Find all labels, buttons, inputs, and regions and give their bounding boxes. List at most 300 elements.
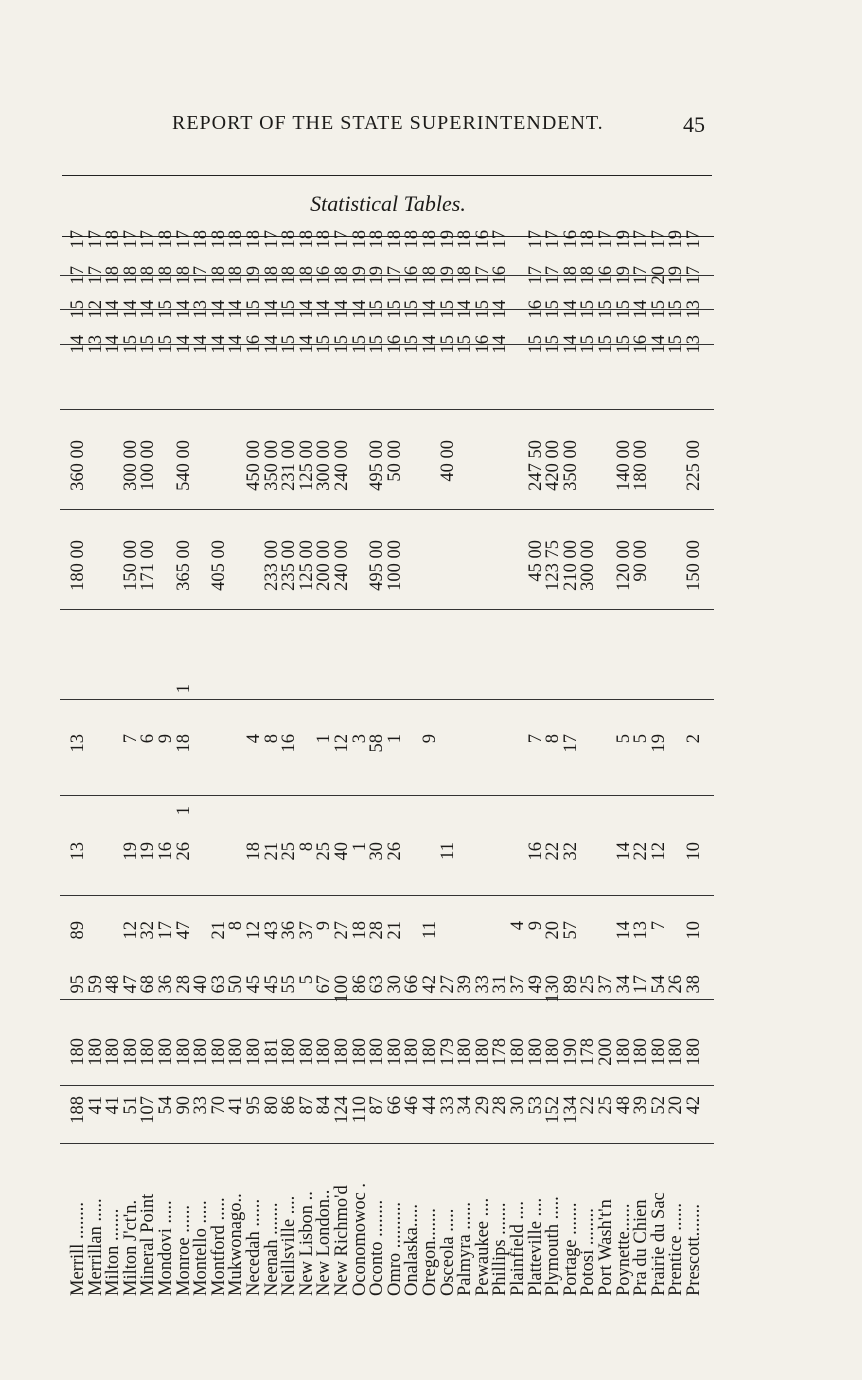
table-cell: 247 50 <box>525 440 546 491</box>
table-cell: 100 00 <box>138 440 159 491</box>
table-cell: 33 <box>472 975 493 994</box>
table-cell <box>299 806 317 832</box>
table-cell <box>246 684 264 710</box>
table-row <box>68 230 88 1300</box>
table-cell: 1 <box>314 734 335 744</box>
district-name: Plainfield .... <box>508 1200 528 1296</box>
table-cell <box>545 806 563 832</box>
table-cell: 36 <box>156 975 176 994</box>
table-cell: 107 <box>138 1096 159 1124</box>
table-cell: 18 <box>578 230 599 249</box>
table-cell <box>211 440 229 520</box>
table-cell: 16 <box>560 230 581 249</box>
table-cell <box>211 734 229 768</box>
table-row <box>631 230 652 1300</box>
table-cell: 1 <box>349 842 370 852</box>
table-subtitle: Statistical Tables. <box>310 191 466 216</box>
table-cell: 18 <box>296 266 317 285</box>
table-cell: 38 <box>684 975 704 994</box>
table-cell: 180 <box>85 1038 106 1066</box>
table-cell <box>598 806 616 832</box>
table-cell <box>510 734 528 768</box>
table-cell <box>492 806 510 832</box>
table-cell: 18 <box>191 230 212 249</box>
district-name: Prentice ...... <box>666 1203 687 1296</box>
table-cell <box>228 806 246 832</box>
table-cell <box>457 440 475 520</box>
district-name: Necedah ...... <box>244 1198 264 1296</box>
table-cell: 17 <box>332 230 352 249</box>
table-cell: 66 <box>384 1096 405 1115</box>
table-cell: 51 <box>120 1096 141 1115</box>
table-cell <box>598 540 616 620</box>
table-cell: 16 <box>402 266 423 285</box>
table-cell <box>369 806 387 832</box>
table-cell <box>598 734 616 768</box>
table-cell: 14 <box>261 335 282 354</box>
table-cell: 178 <box>490 1038 511 1066</box>
table-row <box>384 230 405 1300</box>
table-cell <box>686 684 704 710</box>
table-cell <box>387 806 405 832</box>
table-cell: 9 <box>314 921 335 931</box>
table-cell <box>281 384 299 420</box>
table-cell <box>404 540 422 620</box>
table-cell: 10 <box>684 921 704 940</box>
table-cell: 181 <box>261 1038 282 1066</box>
table-cell: 360 00 <box>68 440 88 491</box>
table-cell: 140 00 <box>613 440 634 491</box>
table-cell: 11 <box>420 921 440 939</box>
table-cell: 95 <box>244 1096 264 1115</box>
table-cell: 8 <box>543 734 564 744</box>
district-name: Monroe ...... <box>173 1205 194 1296</box>
table-cell <box>193 842 211 888</box>
table-cell <box>686 384 704 420</box>
table-cell <box>510 266 528 296</box>
table-cell: 15 <box>666 335 687 354</box>
table-cell <box>264 806 282 832</box>
table-cell: 15 <box>525 335 546 354</box>
table-cell: 15 <box>367 300 388 319</box>
table-cell: 67 <box>314 975 335 994</box>
table-cell: 5 <box>296 975 317 985</box>
table-cell: 4 <box>244 734 264 744</box>
table-cell <box>281 684 299 710</box>
table-cell <box>651 384 669 420</box>
table-cell: 16 <box>525 300 546 319</box>
table-cell <box>228 684 246 710</box>
table-cell: 66 <box>402 975 423 994</box>
table-cell <box>457 384 475 420</box>
table-cell: 17 <box>120 230 141 249</box>
table-cell: 420 00 <box>543 440 564 491</box>
table-row <box>138 230 159 1300</box>
table-cell <box>211 684 229 710</box>
table-cell: 15 <box>279 335 300 354</box>
table-row <box>332 230 352 1300</box>
table-cell <box>633 684 651 710</box>
table-cell <box>334 684 352 710</box>
district-name: Pewaukee .... <box>472 1197 493 1296</box>
district-name: Neenah ....... <box>261 1202 282 1296</box>
table-row <box>684 230 704 1300</box>
table-cell: 134 <box>560 1096 581 1124</box>
table-cell: 14 <box>648 335 669 354</box>
table-cell: 18 <box>455 230 476 249</box>
table-cell <box>352 806 370 832</box>
table-cell: 18 <box>455 266 476 285</box>
table-cell: 27 <box>437 975 458 994</box>
table-row <box>596 230 616 1300</box>
table-cell: 26 <box>666 975 687 994</box>
table-cell: 30 <box>384 975 405 994</box>
table-cell: 16 <box>472 230 493 249</box>
table-cell <box>457 734 475 768</box>
table-cell <box>404 842 422 888</box>
table-cell <box>457 684 475 710</box>
table-cell <box>88 921 106 957</box>
table-cell: 14 <box>261 300 282 319</box>
table-cell: 37 <box>296 921 317 940</box>
table-cell <box>193 806 211 832</box>
table-cell: 22 <box>631 842 652 861</box>
table-cell: 17 <box>85 230 106 249</box>
table-cell: 180 <box>226 1038 247 1066</box>
table-cell <box>475 842 493 888</box>
table-cell: 180 <box>208 1038 229 1066</box>
table-cell: 200 00 <box>314 540 335 591</box>
table-cell: 18 <box>208 266 229 285</box>
table-row <box>420 230 440 1300</box>
table-cell: 13 <box>68 842 88 861</box>
table-cell: 18 <box>420 266 440 285</box>
table-cell: 18 <box>578 266 599 285</box>
table-cell: 18 <box>296 230 317 249</box>
table-cell: 120 00 <box>613 540 634 591</box>
table-cell: 7 <box>120 734 141 744</box>
table-cell: 17 <box>560 734 581 753</box>
table-cell: 12 <box>120 921 141 940</box>
table-cell: 15 <box>543 335 564 354</box>
table-cell: 405 00 <box>208 540 229 591</box>
district-name: New Lisbon .. <box>296 1191 317 1296</box>
table-cell <box>316 384 334 420</box>
table-cell: 15 <box>437 335 458 354</box>
table-cell <box>334 384 352 420</box>
table-cell: 179 <box>437 1038 458 1066</box>
table-cell <box>668 684 686 710</box>
table-cell <box>440 734 458 768</box>
table-cell: 180 <box>666 1038 687 1066</box>
table-cell <box>70 384 88 420</box>
table-cell: 19 <box>613 266 634 285</box>
table-cell <box>158 684 176 710</box>
district-name: Mineral Point <box>138 1193 159 1296</box>
table-cell <box>580 440 598 520</box>
table-cell <box>158 384 176 420</box>
table-cell <box>387 684 405 710</box>
table-cell: 18 <box>156 230 176 249</box>
table-cell: 40 <box>191 975 212 994</box>
table-cell <box>598 842 616 888</box>
table-cell: 41 <box>226 1096 247 1115</box>
district-name: Platteville .... <box>525 1197 546 1296</box>
table-cell: 45 00 <box>525 540 546 582</box>
table-cell <box>422 440 440 520</box>
table-cell <box>193 684 211 710</box>
table-cell: 48 <box>613 1096 634 1115</box>
table-cell <box>140 806 158 832</box>
district-name: New Richmo'd <box>332 1185 352 1296</box>
table-cell: 25 <box>596 1096 616 1115</box>
table-cell: 37 <box>596 975 616 994</box>
table-cell <box>492 540 510 620</box>
table-cell <box>580 842 598 888</box>
table-cell: 18 <box>349 230 370 249</box>
table-cell: 17 <box>384 266 405 285</box>
table-cell: 41 <box>103 1096 124 1115</box>
table-cell <box>528 806 546 832</box>
table-cell: 1 <box>384 734 405 744</box>
table-row <box>666 230 687 1300</box>
table-cell: 180 <box>402 1038 423 1066</box>
table-row <box>490 230 511 1300</box>
table-cell: 90 <box>173 1096 194 1115</box>
table-cell <box>404 440 422 520</box>
table-cell: 300 00 <box>314 440 335 491</box>
table-cell <box>475 806 493 832</box>
table-cell <box>88 684 106 710</box>
table-cell: 20 <box>648 266 669 285</box>
table-cell: 180 <box>173 1038 194 1066</box>
table-cell: 7 <box>525 734 546 744</box>
table-cell: 180 <box>120 1038 141 1066</box>
table-cell <box>440 384 458 420</box>
table-cell: 33 <box>191 1096 212 1115</box>
table-cell <box>510 684 528 710</box>
table-cell <box>510 440 528 520</box>
table-cell <box>88 734 106 768</box>
table-cell: 5 <box>613 734 634 744</box>
table-cell <box>88 440 106 520</box>
table-cell: 14 <box>490 335 511 354</box>
district-name: Oregon....... <box>420 1208 440 1296</box>
table-cell <box>475 440 493 520</box>
table-cell: 16 <box>472 335 493 354</box>
table-cell: 180 <box>508 1038 528 1066</box>
table-cell: 125 00 <box>296 540 317 591</box>
table-cell <box>70 684 88 710</box>
table-cell: 300 00 <box>578 540 599 591</box>
table-cell: 190 <box>560 1038 581 1066</box>
table-cell: 14 <box>490 300 511 319</box>
table-cell: 16 <box>156 842 176 861</box>
table-cell: 180 <box>296 1038 317 1066</box>
table-cell <box>492 734 510 768</box>
header-rule <box>62 175 712 176</box>
table-row <box>349 230 370 1300</box>
table-row <box>613 230 634 1300</box>
table-cell: 44 <box>420 1096 440 1115</box>
table-cell: 11 <box>437 842 458 860</box>
table-cell: 31 <box>490 975 511 994</box>
table-cell: 17 <box>543 230 564 249</box>
table-cell: 14 <box>332 300 352 319</box>
rotated-table-body <box>60 230 714 1300</box>
table-cell: 495 00 <box>367 440 388 491</box>
table-cell: 18 <box>120 266 141 285</box>
table-cell: 188 <box>68 1096 88 1124</box>
district-name: Montford ..... <box>208 1197 229 1296</box>
table-cell <box>492 684 510 710</box>
table-cell <box>422 842 440 888</box>
table-cell <box>563 806 581 832</box>
table-cell: 14 <box>560 335 581 354</box>
table-cell: 19 <box>437 230 458 249</box>
table-cell: 15 <box>332 335 352 354</box>
table-cell: 5 <box>631 734 652 744</box>
table-cell <box>123 684 141 710</box>
table-cell: 17 <box>173 230 194 249</box>
table-cell: 54 <box>648 975 669 994</box>
table-cell: 8 <box>261 734 282 744</box>
table-cell: 100 <box>332 975 352 1003</box>
table-cell <box>668 806 686 832</box>
table-cell: 22 <box>543 842 564 861</box>
table-cell <box>228 540 246 620</box>
table-cell: 6 <box>138 734 159 744</box>
table-cell: 180 <box>420 1038 440 1066</box>
table-cell: 40 00 <box>437 440 458 482</box>
table-cell <box>123 806 141 832</box>
table-cell: 53 <box>525 1096 546 1115</box>
table-cell: 14 <box>103 300 124 319</box>
table-cell <box>510 230 528 260</box>
district-name: Merrillan ..... <box>85 1198 106 1296</box>
table-cell: 16 <box>279 734 300 753</box>
table-cell: 15 <box>596 300 616 319</box>
district-name: Onalaska..... <box>402 1204 423 1296</box>
table-cell: 14 <box>226 300 247 319</box>
table-cell: 15 <box>613 335 634 354</box>
table-cell: 540 00 <box>173 440 194 491</box>
table-row <box>578 230 599 1300</box>
table-cell: 58 <box>367 734 388 753</box>
table-cell: 59 <box>85 975 106 994</box>
table-cell: 20 <box>543 921 564 940</box>
table-cell: 17 <box>631 230 652 249</box>
district-name: Montello ..... <box>191 1200 212 1296</box>
table-cell: 235 00 <box>279 540 300 591</box>
table-cell: 17 <box>631 975 652 994</box>
table-cell: 240 00 <box>332 440 352 491</box>
table-cell: 19 <box>648 734 669 753</box>
table-cell <box>616 684 634 710</box>
table-cell: 25 <box>314 842 335 861</box>
table-cell <box>211 384 229 420</box>
table-cell: 10 <box>684 842 704 861</box>
table-cell: 14 <box>296 300 317 319</box>
table-cell: 14 <box>173 300 194 319</box>
table-cell: 14 <box>138 300 159 319</box>
table-cell <box>510 842 528 888</box>
table-cell: 18 <box>314 230 335 249</box>
table-cell <box>140 384 158 420</box>
table-cell: 16 <box>596 266 616 285</box>
table-cell: 17 <box>525 230 546 249</box>
table-cell <box>616 384 634 420</box>
table-cell <box>440 540 458 620</box>
table-cell <box>211 806 229 832</box>
table-row <box>648 230 669 1300</box>
district-name: Omro .......... <box>384 1201 405 1296</box>
table-row <box>261 230 282 1300</box>
district-name: Prescott....... <box>684 1204 704 1296</box>
table-cell: 180 00 <box>68 540 88 591</box>
table-cell: 43 <box>261 921 282 940</box>
district-name: Pra du Chien <box>631 1199 652 1296</box>
table-cell <box>510 384 528 420</box>
table-row <box>472 230 493 1300</box>
district-name: Plymouth ..... <box>543 1196 564 1296</box>
table-cell: 18 <box>208 230 229 249</box>
district-name: Mondovi ..... <box>156 1200 176 1296</box>
table-row <box>367 230 388 1300</box>
table-cell <box>668 384 686 420</box>
table-cell: 47 <box>173 921 194 940</box>
table-cell <box>422 806 440 832</box>
table-cell <box>281 806 299 832</box>
table-cell: 15 <box>402 335 423 354</box>
table-row <box>560 230 581 1300</box>
table-cell: 25 <box>279 842 300 861</box>
table-cell: 87 <box>296 1096 317 1115</box>
table-cell <box>545 684 563 710</box>
table-cell: 450 00 <box>244 440 264 491</box>
table-cell: 14 <box>314 300 335 319</box>
table-cell: 55 <box>279 975 300 994</box>
table-cell: 32 <box>560 842 581 861</box>
table-cell <box>440 684 458 710</box>
table-cell: 15 <box>578 300 599 319</box>
table-cell <box>422 540 440 620</box>
table-cell <box>492 842 510 888</box>
table-cell: 350 00 <box>560 440 581 491</box>
table-cell: 15 <box>384 300 405 319</box>
table-cell: 8 <box>296 842 317 852</box>
table-cell: 36 <box>279 921 300 940</box>
table-cell: 19 <box>666 230 687 249</box>
table-row <box>279 230 300 1300</box>
table-cell: 180 <box>138 1038 159 1066</box>
table-cell: 26 <box>384 842 405 861</box>
table-cell <box>70 806 88 832</box>
table-cell: 1 <box>173 806 194 816</box>
table-cell: 15 <box>120 335 141 354</box>
table-cell: 12 <box>648 842 669 861</box>
table-cell <box>193 734 211 768</box>
district-name: Milton J'ct'n. <box>120 1199 141 1296</box>
table-cell: 46 <box>402 1096 423 1115</box>
table-cell <box>352 384 370 420</box>
table-cell: 210 00 <box>560 540 581 591</box>
table-cell: 19 <box>244 266 264 285</box>
table-cell <box>246 384 264 420</box>
table-cell: 14 <box>613 921 634 940</box>
table-cell: 17 <box>631 266 652 285</box>
table-cell: 34 <box>613 975 634 994</box>
